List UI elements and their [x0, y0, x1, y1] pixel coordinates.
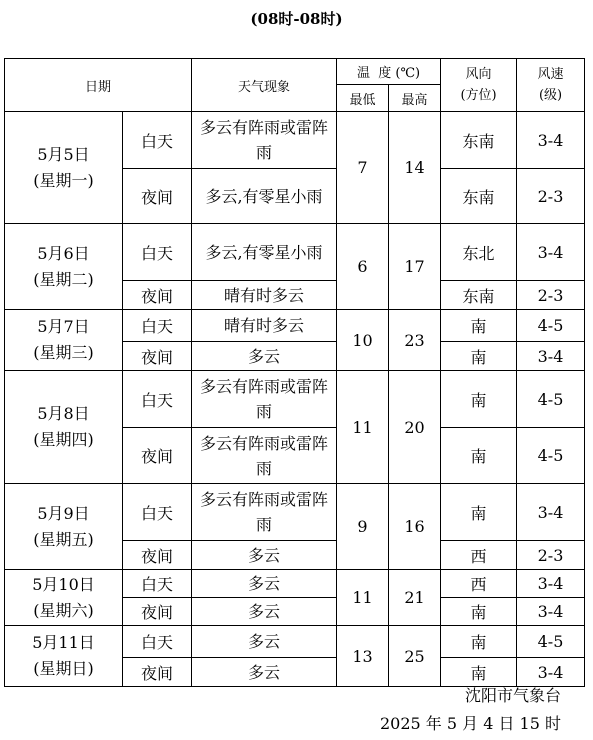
- table-row: [5, 626, 585, 658]
- temp-max: 17: [389, 224, 441, 310]
- table-row: [5, 371, 585, 428]
- header-wind-direction-label: 风向: [465, 67, 492, 82]
- wind-speed: 4-5: [517, 428, 585, 484]
- weather-text: 晴有时多云: [224, 316, 305, 335]
- weather-cell: [192, 541, 337, 570]
- wind-direction: 西: [441, 570, 517, 598]
- weather-cell: [192, 371, 337, 428]
- wind-direction: 南: [441, 484, 517, 541]
- wind-speed: 3-4: [517, 570, 585, 598]
- table-row: [5, 224, 585, 281]
- weekday-label: (星期四): [33, 430, 94, 449]
- weather-text: 晴有时多云: [224, 285, 305, 305]
- temp-max: 21: [389, 570, 441, 626]
- weather-cell: [192, 598, 337, 626]
- period-label: 白天: [123, 371, 192, 428]
- weather-text: 多云: [248, 632, 281, 651]
- weather-text: 多云: [248, 602, 281, 621]
- date-cell: [5, 484, 123, 570]
- wind-direction: 东南: [441, 169, 517, 224]
- weather-text: 多云,有零星小雨: [205, 242, 323, 262]
- period-label: 夜间: [123, 598, 192, 626]
- weather-text: 多云: [248, 574, 281, 593]
- weather-cell: [192, 484, 337, 541]
- period-label: 夜间: [123, 342, 192, 371]
- period-label: 白天: [123, 626, 192, 658]
- temp-max: 23: [389, 310, 441, 371]
- weekday-label: (星期二): [33, 269, 94, 289]
- date-label: 5月6日: [37, 243, 90, 263]
- forecast-table-body: [5, 112, 585, 687]
- wind-direction: 南: [441, 428, 517, 484]
- wind-speed: 3-4: [517, 342, 585, 371]
- period-label: 夜间: [123, 658, 192, 687]
- weather-cell: [192, 658, 337, 687]
- weekday-label: (星期三): [33, 343, 94, 362]
- temp-min: 11: [337, 371, 389, 484]
- temp-min: 13: [337, 626, 389, 687]
- weather-cell: [192, 169, 337, 224]
- temp-min: 11: [337, 570, 389, 626]
- temp-min: 9: [337, 484, 389, 570]
- wind-direction: 东南: [441, 281, 517, 310]
- period-label: 白天: [123, 310, 192, 342]
- wind-direction: 南: [441, 371, 517, 428]
- date-cell: [5, 224, 123, 310]
- period-label: 白天: [123, 570, 192, 598]
- header-temp-min: 最低: [337, 85, 389, 112]
- weather-text: 多云有阵雨或雷阵雨: [200, 377, 329, 421]
- period-label: 夜间: [123, 281, 192, 310]
- issuer-name: 沈阳市气象台: [464, 686, 561, 705]
- weather-cell: [192, 342, 337, 371]
- date-cell: [5, 112, 123, 224]
- table-row: [5, 310, 585, 342]
- period-label: 白天: [123, 224, 192, 281]
- wind-direction: 南: [441, 598, 517, 626]
- temp-max: 16: [389, 484, 441, 570]
- header-wind-speed-unit: (级): [538, 88, 563, 103]
- wind-speed: 2-3: [517, 169, 585, 224]
- period-label: 白天: [123, 112, 192, 169]
- wind-speed: 2-3: [517, 281, 585, 310]
- date-cell: [5, 626, 123, 687]
- weekday-label: (星期一): [33, 170, 94, 190]
- weather-cell: [192, 310, 337, 342]
- wind-direction: 南: [441, 342, 517, 371]
- date-label: 5月10日: [32, 574, 95, 594]
- date-cell: [5, 570, 123, 626]
- wind-direction: 东南: [441, 112, 517, 169]
- header-wind-direction: [441, 59, 517, 112]
- date-label: 5月11日: [32, 633, 95, 652]
- weather-cell: [192, 224, 337, 281]
- weather-forecast-table: [4, 58, 585, 687]
- wind-direction: 南: [441, 658, 517, 687]
- weather-text: 多云,有零星小雨: [205, 186, 323, 206]
- issue-time: 2025 年 5 月 4 日 15 时: [379, 714, 561, 733]
- weather-text: 多云有阵雨或雷阵雨: [200, 490, 329, 534]
- weather-text: 多云: [248, 545, 281, 565]
- date-cell: [5, 371, 123, 484]
- date-label: 5月8日: [37, 404, 90, 423]
- period-label: 白天: [123, 484, 192, 541]
- wind-direction: 南: [441, 310, 517, 342]
- header-wind-speed-label: 风速: [537, 67, 564, 82]
- header-wind-speed: [517, 59, 585, 112]
- date-label: 5月5日: [37, 144, 90, 164]
- weather-cell: [192, 428, 337, 484]
- table-row: [5, 112, 585, 169]
- weekday-label: (星期六): [33, 600, 94, 620]
- wind-speed: 3-4: [517, 598, 585, 626]
- header-temp-max: 最高: [389, 85, 441, 112]
- header-temperature: 温 度 (℃): [337, 59, 441, 85]
- temp-min: 6: [337, 224, 389, 310]
- weather-text: 多云有阵雨或雷阵雨: [200, 118, 329, 162]
- wind-speed: 3-4: [517, 112, 585, 169]
- weather-text: 多云: [248, 662, 281, 682]
- period-label: 夜间: [123, 169, 192, 224]
- weather-cell: [192, 112, 337, 169]
- temp-max: 20: [389, 371, 441, 484]
- date-cell: [5, 310, 123, 371]
- period-label: 夜间: [123, 428, 192, 484]
- date-label: 5月7日: [37, 317, 90, 336]
- wind-direction: 南: [441, 626, 517, 658]
- temp-max: 25: [389, 626, 441, 687]
- wind-speed: 3-4: [517, 224, 585, 281]
- wind-speed: 4-5: [517, 310, 585, 342]
- weather-cell: [192, 626, 337, 658]
- temp-min: 10: [337, 310, 389, 371]
- header-date: 日期: [5, 59, 192, 112]
- wind-speed: 3-4: [517, 484, 585, 541]
- header-weather: 天气现象: [192, 59, 337, 112]
- weather-text: 多云有阵雨或雷阵雨: [200, 433, 329, 478]
- wind-speed: 3-4: [517, 658, 585, 687]
- wind-speed: 4-5: [517, 626, 585, 658]
- temp-min: 7: [337, 112, 389, 224]
- wind-speed: 4-5: [517, 371, 585, 428]
- weekday-label: (星期五): [33, 529, 94, 549]
- weather-cell: [192, 281, 337, 310]
- weekday-label: (星期日): [33, 659, 94, 678]
- wind-speed: 2-3: [517, 541, 585, 570]
- weather-cell: [192, 570, 337, 598]
- header-wind-direction-unit: (方位): [460, 88, 497, 103]
- table-row: [5, 570, 585, 598]
- weather-text: 多云: [248, 346, 281, 366]
- forecast-period-subtitle: (08时-08时): [250, 10, 343, 28]
- table-row: [5, 484, 585, 541]
- temp-max: 14: [389, 112, 441, 224]
- wind-direction: 西: [441, 541, 517, 570]
- period-label: 夜间: [123, 541, 192, 570]
- wind-direction: 东北: [441, 224, 517, 281]
- date-label: 5月9日: [37, 503, 90, 523]
